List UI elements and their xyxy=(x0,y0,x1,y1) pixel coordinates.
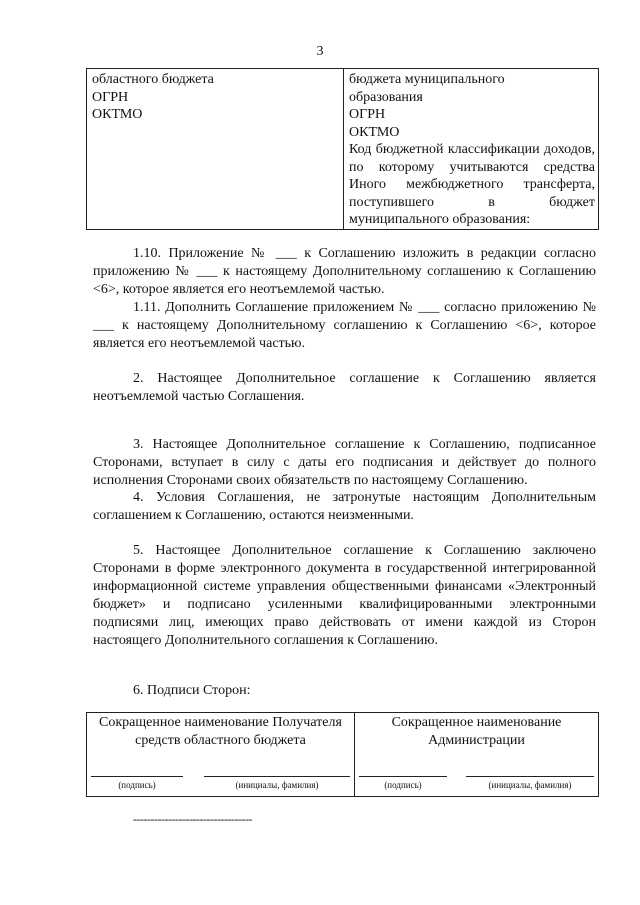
footnote-separator: ---------------------------------- xyxy=(133,812,252,826)
name-caption: (инициалы, фамилия) xyxy=(488,780,572,790)
paragraph-1-11: 1.11. Дополнить Соглашение приложением № ___ согласно приложению № ___ к настоящему Дополнительному соглашению к Соглашению <6>, которое является его неотъемлемой частью. xyxy=(93,300,596,351)
paragraph-2-block xyxy=(93,370,596,406)
right-cell-line: ОКТМО xyxy=(349,124,400,140)
name-caption: (инициалы, фамилия) xyxy=(235,780,319,790)
signature-line xyxy=(359,776,447,777)
paragraph-2: 2. Настоящее Дополнительное соглашение к Соглашению является неотъемлемой частью Соглашения. xyxy=(93,371,596,404)
paragraph-6: 6. Подписи Сторон: xyxy=(133,683,251,698)
name-line xyxy=(466,776,594,777)
paragraph-3-block xyxy=(93,436,596,490)
recipient-signature-row xyxy=(87,766,354,796)
amendment-items-block xyxy=(93,245,596,353)
paragraph-5-block xyxy=(93,542,596,650)
recipient-details-table xyxy=(86,68,599,230)
page-number: 3 xyxy=(316,44,324,59)
budget-classification-code-label: Код бюджетной классификации доходов, по которому учитываются средства Иного межбюджетного трансферта, поступившего в бюджет муниципального образования: xyxy=(349,142,595,227)
paragraph-6-block xyxy=(93,682,596,700)
left-details-cell xyxy=(87,69,344,230)
left-cell-line: ОГРН xyxy=(92,89,129,105)
signature-caption: (подпись) xyxy=(118,780,156,790)
recipient-signature-cell xyxy=(87,713,355,797)
right-cell-line: ОГРН xyxy=(349,107,386,122)
left-cell-line: ОКТМО xyxy=(92,107,143,122)
left-cell-line: областного бюджета xyxy=(92,72,214,87)
signature-caption: (подпись) xyxy=(384,780,422,790)
right-details-cell xyxy=(344,69,599,230)
administration-signature-row xyxy=(355,766,598,796)
paragraph-3: 3. Настоящее Дополнительное соглашение к Соглашению, подписанное Сторонами, вступает в силу с даты его подписания и действует до полного исполнения Сторонами своих обязательств по настоящему Соглашению. xyxy=(93,437,596,488)
right-cell-line: бюджета муниципального xyxy=(349,72,505,87)
name-line xyxy=(204,776,350,777)
recipient-heading: Сокращенное наименование Получателя средств областного бюджета xyxy=(99,715,342,748)
right-cell-line: образования xyxy=(349,89,423,105)
administration-heading: Сокращенное наименование Администрации xyxy=(391,715,562,748)
administration-signature-field[interactable] xyxy=(359,766,447,796)
paragraph-4-block xyxy=(93,489,596,525)
paragraph-5: 5. Настоящее Дополнительное соглашение к Соглашению заключено Сторонами в форме электронного документа в государственной интегрированной информационной системе управления общественными финансами «Электронный бюджет» и подписано усиленными квалифицированными электронными подписями лиц, имеющих право действовать от имени каждой из Сторон настоящего Дополнительного соглашения к Соглашению. xyxy=(93,543,596,648)
administration-signature-cell xyxy=(355,713,599,797)
paragraph-4: 4. Условия Соглашения, не затронутые настоящим Дополнительным соглашением к Соглашению, остаются неизменными. xyxy=(93,490,596,523)
signature-line xyxy=(91,776,183,777)
recipient-name-field[interactable] xyxy=(204,766,350,796)
paragraph-1-10: 1.10. Приложение № ___ к Соглашению изложить в редакции согласно приложению № ___ к настоящему Дополнительному соглашению к Соглашению <6>, которое является его неотъемлемой частью. xyxy=(93,246,596,297)
signatures-table xyxy=(86,712,599,797)
administration-name-field[interactable] xyxy=(466,766,594,796)
recipient-signature-field[interactable] xyxy=(91,766,183,796)
